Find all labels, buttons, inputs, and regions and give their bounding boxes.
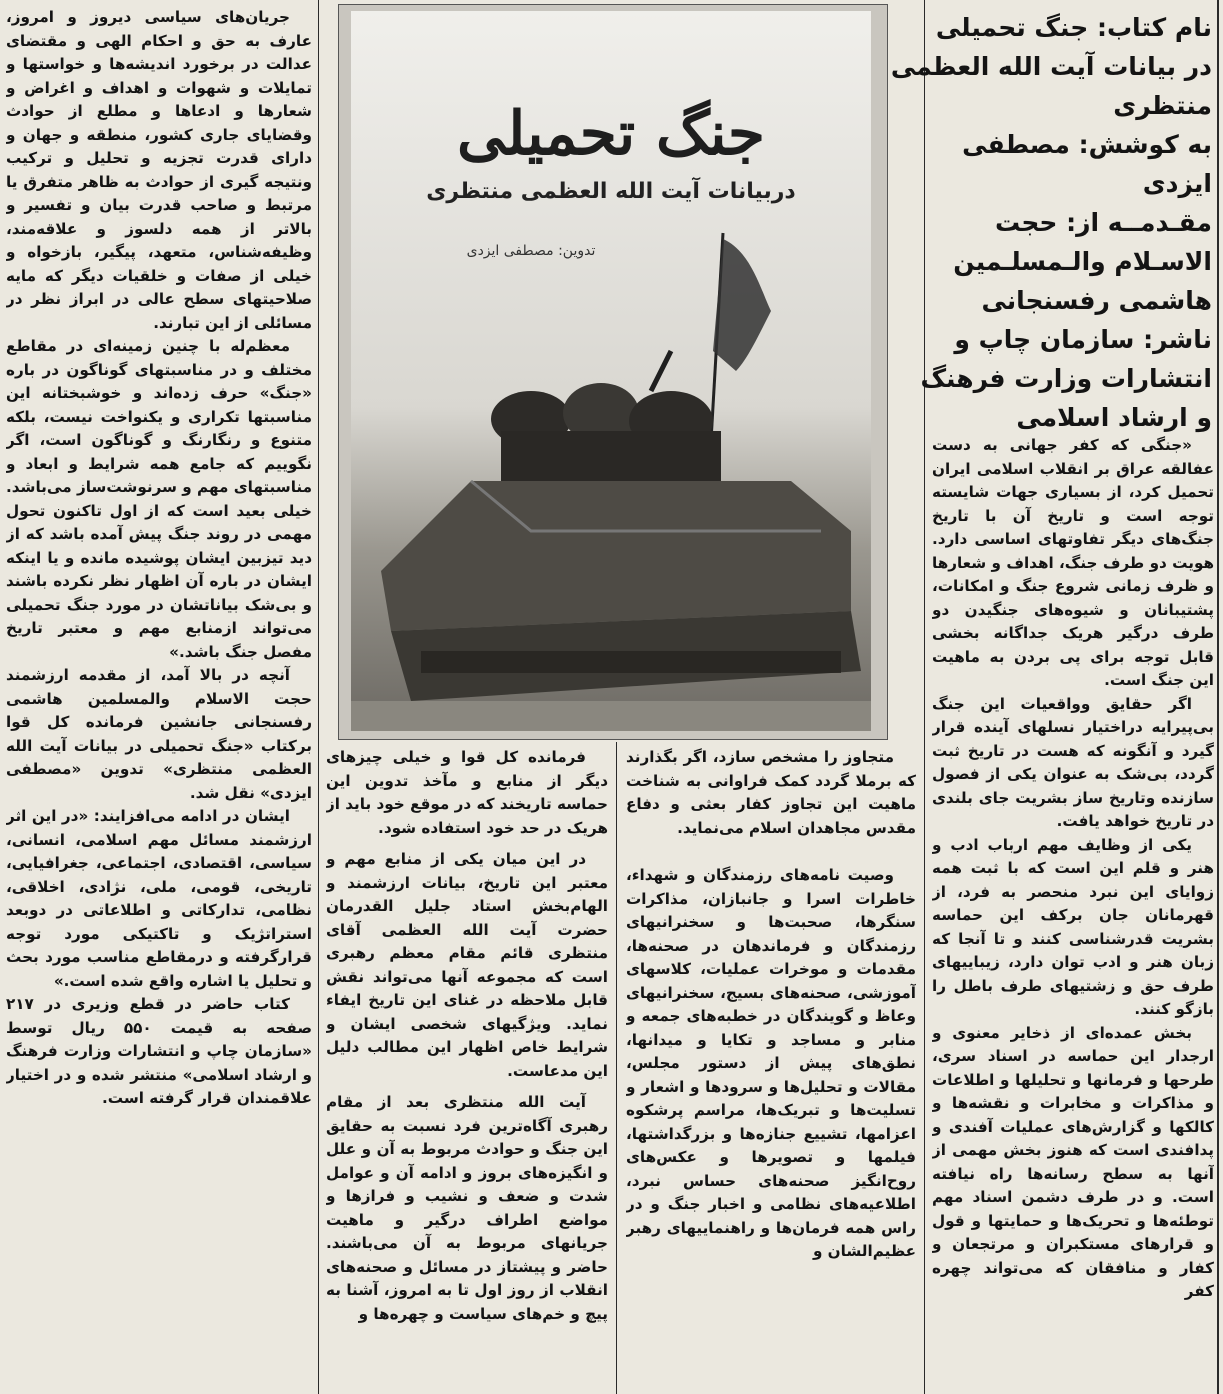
- paragraph: معظم‌له با چنین زمینه‌ای در مقاطع مختلف و در مناسبتهای گوناگون در باره «جنگ» حرف زده‌اند و خوشبختانه این مناسبتها تکراری و یکنواخت نیست، بلکه متنوع و رنگارنگ و گوناگون است، اگر نگوییم که جامع همه شرایط و ابعاد و مناسبتهای مهم و سرنوشت‌ساز می‌باشد. خیلی بعید است که از اول تاکنون تحول مهمی در روند جنگ پیش آمده باشد که از دید تیزبین ایشان پوشیده مانده و یا اینکه ایشان در باره آن اظهار نظر نکرده باشند و بی‌شک بیاناتشان در مورد جنگ تحمیلی می‌تواند ازمنابع مهم و معتبر تاریخ مفصل جنگ باشد.»: [6, 337, 312, 661]
- paragraph: وصیت نامه‌های رزمندگان و شهداء، خاطرات اسرا و جانبازان، مذاکرات سنگرها، صحبت‌ها و سخنرانیهای رزمندگان و فرماندهان در صحنه‌ها، مقدمات و موخرات عملیات، کلاسهای آموزشی، صحنه‌های بسیج، سخنرانیهای وعاظ و گویندگان در خطبه‌های جمعه و منابر و مساجد و تکایا و میدانها، نطق‌های پیش از دستور مجلس، مقالات و تحلیل‌ها و سرودها و اشعار و تسلیت‌ها و تبریک‌ها، مراسم پرشکوه اعزامها، تشییع جنازه‌ها و بزرگداشتها، فیلمها و تصویرها و عکس‌های روح‌انگیز صحنه‌های حساس نبرد، اطلاعیه‌های نظامی و اخبار جنگ و در راس همه فرمان‌ها و راهنماییهای رهبر عظیم‌الشان و: [626, 866, 916, 1260]
- compiler-line: ایزدی: [1142, 169, 1212, 198]
- paragraph: یکی از وظایف مهم ارباب ادب و هنر و قلم این است که با ثبت همه زوایای این نبرد منحصر به فرد، از قهرمانان جان برکف این حماسه بشریت قدرشناسی کنند و تا آنجا که زبان هنر و ادب توان دارد، زیباییهای طرف حق و زشتیهای طرف باطل را بازگو کنند.: [932, 835, 1214, 1018]
- paragraph: فرمانده کل قوا و خیلی چیزهای دیگر از منابع و مآخذ تدوین این حماسه تاریخند که در موقع خود باید از هریک در حد خود استفاده شود.: [326, 748, 608, 837]
- publisher-line: ناشر: سازمان چاپ و: [954, 325, 1212, 354]
- book-cover-photo: [338, 4, 888, 740]
- cover-background: [351, 11, 871, 731]
- column-rule-2: [616, 742, 617, 1394]
- paragraph: آنچه در بالا آمد، از مقدمه ارزشمند حجت الاسلام والمسلمین هاشمی رفسنجانی جانشین فرمانده کل قوا برکتاب «جنگ تحمیلی در بیانات آیت الله العظمی منتظری» تدوین «مصطفی ایزدی» نقل شد.: [6, 666, 312, 802]
- publisher-line: و ارشاد اسلامی: [1016, 403, 1212, 432]
- paragraph: ایشان در ادامه می‌افزایند: «در این اثر ارزشمند مسائل مهم اسلامی، انسانی، سیاسی، اقتصادی، اجتماعی، جغرافیایی، تاریخی، قومی، ملی، نژادی، اخلاقی، نظامی، تدارکاتی و اطلاعاتی در دوبعد استراتژیک و تاکتیکی مورد توجه قرارگرفته و درمقاطع مناسب مورد بحث و تحلیل یا اشاره واقع شده است.»: [6, 807, 312, 990]
- publisher-line: انتشارات وزارت فرهنگ: [920, 364, 1212, 393]
- column-rule-1: [924, 0, 925, 1394]
- cover-war-photo: [351, 11, 871, 731]
- article-column-right: [932, 434, 1214, 1389]
- book-info-block: [890, 8, 1212, 437]
- article-column-mid-left: [326, 746, 608, 1389]
- article-column-mid-right: [626, 746, 916, 1389]
- column-rule-3: [318, 0, 319, 1394]
- paragraph: آیت الله منتظری بعد از مقام رهبری آگاه‌ترین فرد نسبت به حقایق این جنگ و حوادث مربوط به آن و علل و انگیزه‌های بروز و ادامه آن و عوامل شدت و ضعف و نشیب و فرازها و مواضع اطراف درگیر و ماهیت جریانهای مربوط به آن می‌باشند. حاضر و پیشتاز در مسائل و صحنه‌های انقلاب از روز اول تا به امروز، آشنا به پیچ و خم‌های سیاست و چهره‌ها و: [326, 1093, 608, 1323]
- cover-title: جنگ تحمیلی: [457, 99, 765, 169]
- paragraph: بخش عمده‌ای از ذخایر معنوی و ارجدار این حماسه در اسناد سری، طرحها و فرمانها و تحلیلها و اطلاعات و مذاکرات و مخابرات و نقشه‌ها و کالکها و گزارش‌های عملیات آفندی و پدافندی است که هنوز بخش مهمی از آنها به سطح رسانه‌ها راه نیافته است. و در طرف دشمن اسناد مهم توطئه‌ها و تحریک‌ها و حمایتها و قول و قرارهای مستکبران و مرتجعان و کفار و منافقان که می‌تواند چهره کفر: [932, 1023, 1214, 1300]
- right-border: [1217, 0, 1219, 1394]
- book-title-line: نام کتاب: جنگ تحمیلی: [935, 13, 1212, 42]
- preface-line: مقـدمــه از: حجت: [994, 208, 1212, 237]
- paragraph: اگر حقایق وواقعیات این جنگ بی‌پیرایه دراختیار نسلهای آینده قرار گیرد و آنگونه که هست در تاریخ ثبت گردد، بی‌شک به عنوان یکی از فصول سازنده وتاریخ ساز بشریت جای بلندی در تاریخ خواهد یافت.: [932, 694, 1214, 830]
- paragraph: متجاوز را مشخص سازد، اگر بگذارند که برملا گردد کمک فراوانی به شناخت ماهیت این تجاوز کفار بعثی و دفاع مقدس مجاهدان اسلام می‌نماید.: [626, 748, 916, 837]
- book-title-line: منتظری: [1113, 91, 1212, 120]
- cover-editor: تدوین: مصطفی ایزدی: [466, 243, 596, 259]
- paragraph: جریان‌های سیاسی دیروز و امروز، عارف به حق و احکام الهی و مقتضای عدالت در برخورد اندیشه‌ها و خواستها و تمایلات و شهوات و اهداف و اغراض و شعارها و ادعاها و مطلع از حوادث وقضایای جاری کشور، منطقه و جهان و دارای قدرت تجزیه و تحلیل و ترکیب ونتیجه گیری از حوادث به ظاهر متفرق یا مرتبط و صاحب قدرت بیان و تفسیر و بالاتر از همه دلسوز و علاقه‌مند، وظیفه‌شناس، متعهد، پیگیر، بازخواه و خیلی از صفات و خلقیات دیگر که مایه صلاحیتهای سطح عالی در ابراز نظر در مسائلی از این تبارند.: [6, 8, 312, 332]
- cover-subtitle: دربیانات آیت الله العظمی منتظری: [426, 179, 796, 204]
- preface-line: الاسـلام والـمسلـمین: [953, 247, 1212, 276]
- book-title-line: در بیانات آیت الله العظمی: [890, 52, 1212, 81]
- paragraph: در این میان یکی از منابع مهم و معتبر این تاریخ، بیانات ارزشمند و الهام‌بخش استاد جلیل القدرمان حضرت آیت الله العظمی آقای منتظری قائم مقام معظم رهبری است که مجموعه آنها می‌تواند نقش قابل ملاحظه در غنای این تاریخ ایفاء نماید. ویژگیهای شخصی ایشان و شرایط خاص اظهار این مطالب دلیل این مدعاست.: [326, 850, 608, 1080]
- compiler-line: به کوشش: مصطفی: [962, 130, 1212, 159]
- paragraph: کتاب حاضر در قطع وزیری در ۲۱۷ صفحه به قیمت ۵۵۰ ریال توسط «سازمان چاپ و انتشارات وزارت فرهنگ و ارشاد اسلامی» منتشر شده و در اختیار علاقمندان قرار گرفته است.: [6, 995, 312, 1107]
- article-column-left: [6, 6, 312, 1389]
- paragraph: «جنگی که کفر جهانی به دست عفالقه عراق بر انقلاب اسلامی ایران تحمیل کرد، از بسیاری جهات شایسته توجه است و تاریخ آن با تاریخ جنگ‌های دیگر تفاوتهای اساسی دارد. هویت دو طرف جنگ، اهداف و شعارها و ظرف زمانی شروع جنگ و امکانات، پشتیبانان و شیوه‌های جنگیدن دو طرف درگیر هریک جداگانه بخشی قابل توجه برای پی بردن به ماهیت این جنگ است.: [932, 436, 1214, 689]
- preface-line: هاشمی رفسنجانی: [981, 286, 1212, 315]
